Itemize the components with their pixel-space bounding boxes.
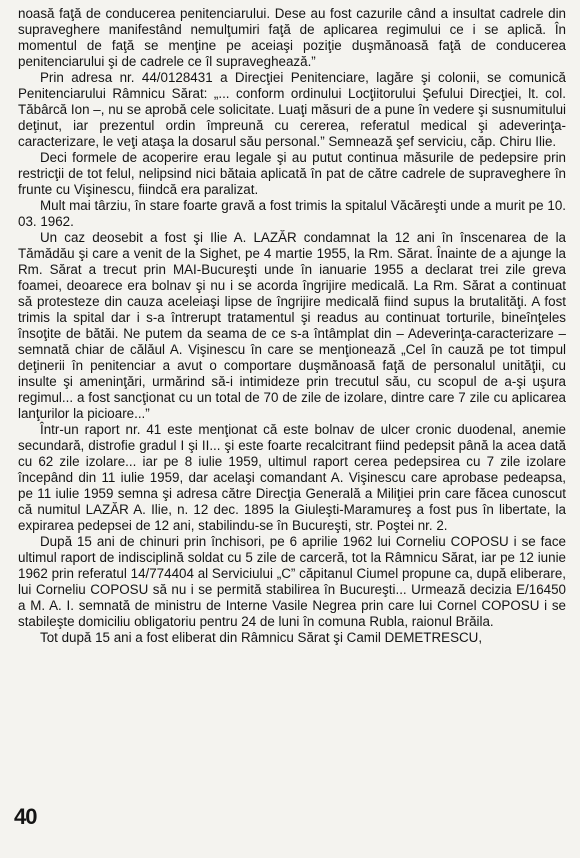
paragraph-address-directorate: Prin adresa nr. 44/0128431 a Direcţiei Penitenciare, lagăre şi colonii, se comunică Penitenciarului Râmnicu Sărat: „... conform ordinului Locţiitorului Şefului Direcţiei, lt. col. Tăbârcă Ion –, nu se aprobă cele solicitate. Luaţi măsuri de a pune în vedere şi susnumitului deţinut, iar prezentul ordin împreună cu cererea, referatul medical şi adeverinţa-caracterizare, le veţi ataşa la dosarul său personal.” Semnează şef serviciu, căp. Chiru Ilie. — [18, 70, 566, 149]
paragraph-report-41: Într-un raport nr. 41 este menţionat că este bolnav de ulcer cronic duodenal, anemie secundară, distrofie gradul I şi II... şi este foarte recalcitrant fiind pedepsit până la acea dată cu 62 zile izolare... iar pe 8 iulie 1959, ultimul raport cerea pedepsirea cu 7 zile izolare începând din 11 iulie 1959, dar acelaşi comandant A. Vişinescu care aprobase pedeapsa, pe 11 iulie 1959 semna şi adresa către Direcţia Generală a Miliţiei prin care făcea cunoscut că numitul LAZĂR A. Ilie, n. 12 dec. 1895 la Giuleşti-Maramureş a fost pus în libertate, la expirarea pedepsei de 12 ani, stabilindu-se în Bucureşti, str. Poştei nr. 2. — [18, 422, 566, 533]
document-page — [18, 6, 566, 852]
paragraph-camil-demetrescu: Tot după 15 ani a fost eliberat din Râmnicu Sărat şi Camil DEMETRESCU, — [40, 630, 483, 645]
paragraph-ilie-lazar-case: Un caz deosebit a fost şi Ilie A. LAZĂR condamnat la 12 ani în înscenarea de la Tămădău şi care a venit de la Sighet, pe 4 martie 1955, la Rm. Sărat. Înainte de a ajunge la Rm. Sărat a trecut prin MAI-Bucureşti unde în ianuarie 1955 a declarat trei zile greva foamei, deoarece era bolnav şi nu i se acorda îngrijire medicală. La Rm. Sărat a continuat să protesteze din cauza aceleiaşi lipse de îngrijire medicală fiind supus la brutalităţi. A fost trimis la spital dar i s-a întrerupt tratamentul şi readus au continuat torturile, bineînţeles însoţite de bătăi. Ne putem da seama de ce s-a întâmplat din – Adeverinţa-caracterizare – semnată chiar de călăul A. Vişinescu în care se menţionează „Cel în cauză pe tot timpul deţinerii în penitenciar a avut o comportare duşmănoasă faţă de personalul unităţii, cu insulte şi ameninţări, urmărind să-i intimideze prin trecutul său, cu scopul de a-şi uşura regimul... a fost sancţionat cu un total de 70 de zile de izolare, dintre care 7 zile cu aplicarea lanţurilor la picioare...” — [18, 230, 566, 421]
paragraph-punishment-forms: Deci formele de acoperire erau legale şi au putut continua măsurile de pedepsire prin restricţii de tot felul, nelipsind nici bătaia aplicată în pat de către cadrele de supraveghere în frunte cu Vişinescu, fiindcă era paralizat. — [18, 150, 566, 197]
paragraph-continuation: noasă faţă de conducerea penitenciarului. Dese au fost cazurile când a insultat cadrele din supraveghere manifestând nemulţumiri faţă de aplicarea regimului ce i se aplică. În momentul de faţă se menţine pe aceiaşi poziţie duşmănoasă faţă de conducerea penitenciarului şi de cadrele ce îl supraveghează.” — [18, 6, 566, 69]
page-number: 40 — [14, 804, 37, 829]
paragraph-death-vacaresti: Mult mai târziu, în stare foarte gravă a fost trimis la spitalul Văcăreşti unde a murit pe 10. 03. 1962. — [18, 198, 566, 229]
paragraph-corneliu-coposu: După 15 ani de chinuri prin închisori, pe 6 aprilie 1962 lui Corneliu COPOSU i se face ultimul raport de indisciplină soldat cu 5 zile de carceră, tot la Râmnicu Sărat, iar pe 12 iunie 1962 prin referatul 14/774404 al Serviciului „C” căpitanul Ciumel propune ca, după eliberare, lui Corneliu COPOSU să nu i se permită stabilirea în Bucureşti... Urmează decizia E/16450 a M. A. I. semnată de ministru de Interne Vasile Negrea prin care lui Cornel COPOSU i se stabileşte domiciliu obligatoriu pentru 24 de luni în comuna Rubla, raionul Brăila. — [18, 534, 566, 629]
